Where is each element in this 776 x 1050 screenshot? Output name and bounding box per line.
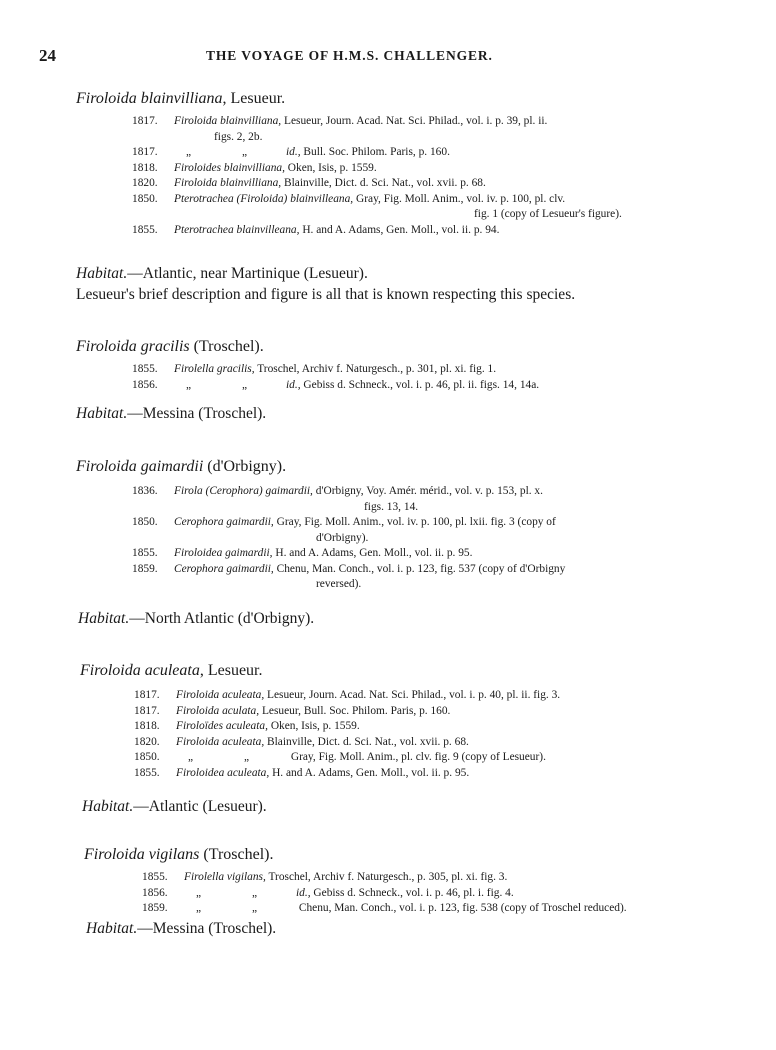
habitat-line bbox=[86, 920, 276, 938]
ref-text: H. and A. Adams, Gen. Moll., vol. ii. p. 94. bbox=[299, 223, 500, 236]
ditto-mark: „ bbox=[186, 146, 192, 158]
habitat-line bbox=[82, 798, 267, 816]
reference-entry bbox=[134, 766, 714, 782]
habitat-line bbox=[76, 405, 266, 423]
ref-continuation: reversed). bbox=[316, 578, 362, 590]
ref-text: Bull. Soc. Philom. Paris, p. 160. bbox=[300, 146, 450, 158]
reference-list bbox=[132, 362, 712, 393]
ref-text: Blainville, Dict. d. Sci. Nat., vol. xvii. p. 68. bbox=[281, 177, 486, 189]
species-authority: (Troschel). bbox=[189, 338, 264, 355]
ref-year: 1818. bbox=[132, 161, 158, 174]
ref-taxon: Firoloida blainvilliana, bbox=[174, 115, 282, 127]
reference-entry bbox=[132, 145, 712, 161]
species-note: Lesueur's brief description and figure is all that is known respecting this species. bbox=[76, 286, 576, 303]
species-name: Firoloida aculeata bbox=[80, 662, 200, 679]
running-title: THE VOYAGE OF H.M.S. CHALLENGER. bbox=[206, 48, 493, 63]
habitat-line bbox=[76, 265, 368, 283]
habitat-label: Habitat. bbox=[78, 610, 130, 627]
ref-year: 1817. bbox=[134, 704, 160, 717]
ref-taxon: Firoloidea gaimardii, bbox=[174, 547, 273, 559]
ref-year: 1859. bbox=[132, 562, 158, 575]
ref-text: Lesueur, Bull. Soc. Philom. Paris, p. 160. bbox=[259, 704, 451, 717]
ref-year: 1818. bbox=[134, 720, 160, 732]
ref-year: 1855. bbox=[132, 223, 158, 236]
ref-taxon: Cerophora gaimardii, bbox=[174, 562, 274, 575]
ref-taxon: Firoloïdes aculeata, bbox=[176, 720, 268, 732]
species-authority: (Troschel). bbox=[199, 846, 274, 863]
ref-taxon: Firoloida aculeata, bbox=[176, 735, 265, 748]
ref-year: 1820. bbox=[134, 735, 160, 748]
ref-year: 1856. bbox=[132, 378, 158, 391]
reference-entry bbox=[142, 901, 722, 917]
reference-entry bbox=[134, 704, 714, 720]
habitat-text: —Atlantic (Lesueur). bbox=[133, 798, 267, 815]
page-number: 24 bbox=[39, 46, 56, 65]
habitat-text: —Atlantic, near Martinique (Lesueur). bbox=[127, 265, 368, 282]
ditto-mark: „ bbox=[196, 886, 202, 899]
ref-year: 1855. bbox=[134, 766, 160, 779]
ref-text: d'Orbigny, Voy. Amér. mérid., vol. v. p. 153, pl. x. bbox=[312, 485, 543, 497]
species-name: Firoloida gaimardii bbox=[76, 458, 204, 475]
ref-text: Gray, Fig. Moll. Anim., vol. iv. p. 100, pl. clv. bbox=[353, 192, 566, 205]
reference-entry bbox=[132, 176, 712, 192]
ref-year: 1836. bbox=[132, 485, 158, 497]
reference-entry bbox=[132, 546, 712, 562]
ref-text: Gebiss d. Schneck., vol. i. p. 46, pl. ii. figs. 14, 14a. bbox=[300, 378, 540, 391]
ref-year: 1817. bbox=[134, 689, 160, 701]
reference-entry bbox=[134, 688, 714, 704]
habitat-label: Habitat. bbox=[82, 798, 134, 815]
species-name: Firoloida vigilans bbox=[84, 846, 200, 863]
species-name: Firoloida blainvilliana bbox=[76, 90, 223, 107]
habitat-label: Habitat. bbox=[76, 405, 128, 422]
reference-entry bbox=[132, 562, 712, 593]
reference-entry bbox=[132, 114, 712, 145]
reference-entry bbox=[132, 378, 712, 394]
reference-entry bbox=[142, 886, 722, 902]
reference-entry bbox=[132, 362, 712, 378]
ref-text: Gray, Fig. Moll. Anim., pl. clv. fig. 9 (copy of Lesueur). bbox=[288, 751, 546, 763]
species-heading bbox=[80, 662, 263, 680]
ref-year: 1856. bbox=[142, 886, 168, 899]
ref-year: 1850. bbox=[132, 516, 158, 528]
ref-continuation: figs. 13, 14. bbox=[364, 500, 419, 513]
ditto-mark: „ bbox=[252, 886, 258, 899]
page-header bbox=[0, 46, 776, 70]
ref-text: Chenu, Man. Conch., vol. i. p. 123, fig. 538 (copy of Troschel reduced). bbox=[296, 902, 627, 914]
ref-taxon: Firola (Cerophora) gaimardii, bbox=[174, 485, 313, 497]
ref-taxon: Firoloida aculeata, bbox=[176, 689, 265, 701]
species-heading bbox=[76, 90, 285, 108]
ditto-mark: „ bbox=[196, 902, 202, 914]
ditto-mark: „ bbox=[252, 902, 258, 914]
habitat-label: Habitat. bbox=[86, 920, 138, 937]
ref-taxon: Cerophora gaimardii, bbox=[174, 516, 274, 528]
species-authority: , Lesueur. bbox=[222, 90, 286, 107]
habitat-text: —North Atlantic (d'Orbigny). bbox=[129, 610, 315, 627]
ref-taxon: Firoloidea aculeata, bbox=[176, 766, 270, 779]
reference-entry bbox=[132, 223, 712, 239]
ref-text: Chenu, Man. Conch., vol. i. p. 123, fig. 537 (copy of d'Orbigny bbox=[273, 562, 566, 575]
ref-taxon: Firoloida aculata, bbox=[176, 704, 260, 717]
species-heading bbox=[84, 846, 273, 864]
species-heading bbox=[76, 458, 286, 476]
ref-text: H. and A. Adams, Gen. Moll., vol. ii. p. 95. bbox=[272, 547, 473, 559]
ditto-mark: „ bbox=[244, 751, 250, 763]
reference-list bbox=[142, 870, 722, 917]
ref-taxon: Firoloides blainvilliana, bbox=[174, 161, 285, 174]
reference-entry bbox=[134, 719, 714, 735]
reference-entry bbox=[134, 750, 714, 766]
ref-text: Oken, Isis, p. 1559. bbox=[284, 161, 377, 174]
reference-entry bbox=[132, 161, 712, 177]
reference-list bbox=[134, 688, 714, 781]
species-name: Firoloida gracilis bbox=[76, 338, 190, 355]
reference-list bbox=[132, 114, 712, 238]
ref-taxon: Pterotrachea blainvilleana, bbox=[174, 223, 300, 236]
ref-text: Lesueur, Journ. Acad. Nat. Sci. Philad., vol. i. p. 39, pl. ii. bbox=[281, 115, 548, 127]
reference-entry bbox=[132, 515, 712, 546]
ref-text: Gebiss d. Schneck., vol. i. p. 46, pl. i. fig. 4. bbox=[310, 886, 514, 899]
ref-year: 1855. bbox=[142, 871, 168, 883]
ref-year: 1817. bbox=[132, 146, 158, 158]
ref-id: id., bbox=[286, 146, 301, 158]
ref-text: Lesueur, Journ. Acad. Nat. Sci. Philad., vol. i. p. 40, pl. ii. fig. 3. bbox=[264, 689, 561, 701]
ref-text: Troschel, Archiv f. Naturgesch., p. 305, pl. xi. fig. 3. bbox=[265, 871, 508, 883]
habitat-label: Habitat. bbox=[76, 265, 128, 282]
ref-id: id., bbox=[286, 378, 301, 391]
ditto-mark: „ bbox=[186, 378, 192, 391]
ref-taxon: Firoloida blainvilliana, bbox=[174, 177, 282, 189]
ref-text: Troschel, Archiv f. Naturgesch., p. 301, pl. xi. fig. 1. bbox=[254, 363, 497, 375]
ref-taxon: Pterotrachea (Firoloida) blainvilleana, bbox=[174, 192, 354, 205]
species-authority: , Lesueur. bbox=[199, 662, 263, 679]
ref-continuation: fig. 1 (copy of Lesueur's figure). bbox=[474, 208, 622, 220]
ref-text: H. and A. Adams, Gen. Moll., vol. ii. p. 95. bbox=[269, 766, 470, 779]
species-heading bbox=[76, 338, 264, 356]
ref-year: 1850. bbox=[132, 192, 158, 205]
ref-text: Oken, Isis, p. 1559. bbox=[267, 720, 360, 732]
reference-entry bbox=[132, 484, 712, 515]
habitat-line bbox=[78, 610, 314, 628]
ref-id: id., bbox=[296, 886, 311, 899]
ref-text: Blainville, Dict. d. Sci. Nat., vol. xvii. p. 68. bbox=[264, 735, 469, 748]
ref-taxon: Firolella gracilis, bbox=[174, 363, 255, 375]
ref-continuation: d'Orbigny). bbox=[316, 531, 369, 544]
reference-entry bbox=[132, 192, 712, 223]
ref-taxon: Firolella vigilans, bbox=[184, 871, 266, 883]
ref-year: 1850. bbox=[134, 751, 160, 763]
ditto-mark: „ bbox=[242, 378, 248, 391]
reference-entry bbox=[134, 735, 714, 751]
ditto-mark: „ bbox=[242, 146, 248, 158]
ref-continuation: figs. 2, 2b. bbox=[214, 130, 263, 143]
habitat-text: —Messina (Troschel). bbox=[137, 920, 277, 937]
ref-year: 1855. bbox=[132, 547, 158, 559]
ditto-mark: „ bbox=[188, 751, 194, 763]
reference-entry bbox=[142, 870, 722, 886]
reference-list bbox=[132, 484, 712, 593]
ref-year: 1859. bbox=[142, 902, 168, 914]
ref-year: 1817. bbox=[132, 115, 158, 127]
habitat-text: —Messina (Troschel). bbox=[127, 405, 267, 422]
ref-year: 1855. bbox=[132, 363, 158, 375]
ref-year: 1820. bbox=[132, 177, 158, 189]
ref-text: Gray, Fig. Moll. Anim., vol. iv. p. 100, pl. lxii. fig. 3 (copy of bbox=[273, 516, 556, 528]
species-authority: (d'Orbigny). bbox=[203, 458, 287, 475]
